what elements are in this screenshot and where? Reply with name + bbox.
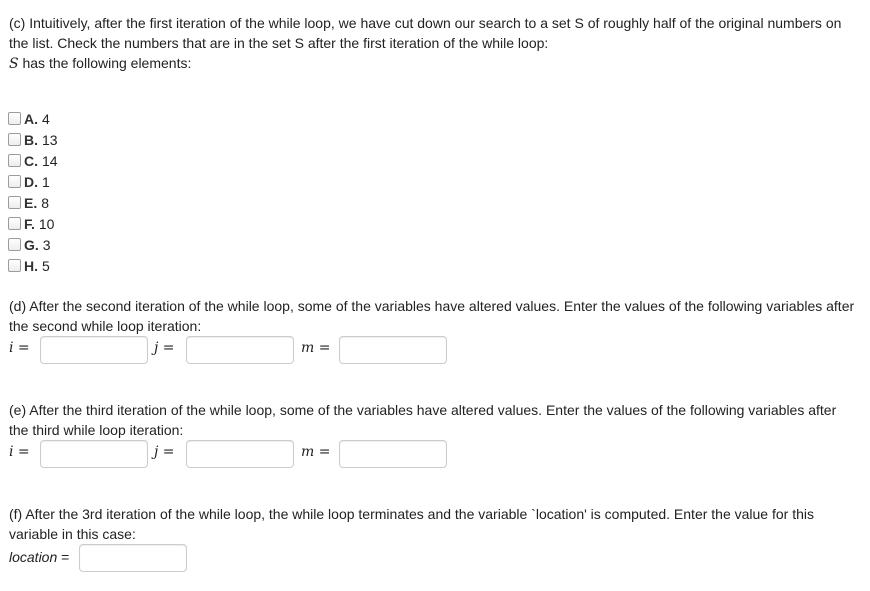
choice-f[interactable] [8,213,58,234]
set-description: has the following elements: [18,55,192,71]
location-symbol: location [9,549,58,565]
m-symbol: m [301,444,315,460]
equals-sign: = [314,444,331,460]
choice-b[interactable] [8,129,58,150]
checkbox-a[interactable] [8,112,21,125]
m-symbol: m [301,340,315,356]
equals-sign: = [13,340,30,356]
part-e-m-input[interactable] [339,440,447,468]
choice-value: 3 [42,236,51,253]
checkbox-g[interactable] [8,238,21,251]
equals-sign: = [314,340,331,356]
equals-sign: = [57,549,70,565]
choice-letter: A. [24,110,38,127]
choice-a[interactable] [8,108,58,129]
part-d-m-input[interactable] [339,336,447,364]
choice-e[interactable] [8,192,58,213]
part-e-line2: the third while loop iteration: [9,422,184,438]
i-label [9,444,30,460]
m-label [301,444,330,460]
part-c-line2: the list. Check the numbers that are in the set S after the first iteration of the while loop: [9,35,549,51]
part-e-j-input[interactable] [186,440,294,468]
checkbox-h[interactable] [8,259,21,272]
j-label [154,340,175,356]
equals-sign: = [158,444,175,460]
part-e-answer-row [9,440,449,470]
choice-value: 5 [42,257,50,274]
part-f-question [9,504,865,544]
i-label [9,340,30,356]
location-input[interactable] [79,544,187,572]
m-label [301,340,330,356]
choice-letter: E. [24,194,38,211]
checkbox-c[interactable] [8,154,21,167]
checkbox-b[interactable] [8,133,21,146]
part-d-line2: the second while loop iteration: [9,318,202,334]
part-d-i-input[interactable] [40,336,148,364]
choice-letter: G. [24,236,39,253]
part-e-line1: (e) After the third iteration of the while loop, some of the variables have altered values. Enter the values of the following variables after [9,402,837,418]
choice-value: 13 [42,131,58,148]
choice-value: 1 [42,173,50,190]
choice-value: 14 [42,152,58,169]
choice-h[interactable] [8,255,58,276]
choice-value: 4 [42,110,50,127]
i-symbol: i [9,340,14,356]
choice-list [8,108,58,276]
equals-sign: = [158,340,175,356]
choice-letter: F. [24,215,35,232]
checkbox-e[interactable] [8,196,21,209]
part-e-question [9,400,865,440]
equals-sign: = [13,444,30,460]
j-label [154,444,175,460]
choice-d[interactable] [8,171,58,192]
j-symbol: j [154,444,159,460]
part-d-line1: (d) After the second iteration of the while loop, some of the variables have altered values. Enter the values of the following variables after [9,298,855,314]
choice-g[interactable] [8,234,58,255]
choice-letter: B. [24,131,38,148]
part-c-line1: (c) Intuitively, after the first iteration of the while loop, we have cut down our search to a set S of roughly half of the original numbers on [9,15,842,31]
i-symbol: i [9,444,14,460]
part-d-answer-row [9,336,449,366]
checkbox-d[interactable] [8,175,21,188]
part-f-line2: variable in this case: [9,526,136,542]
part-d-j-input[interactable] [186,336,294,364]
choice-letter: D. [24,173,38,190]
choice-letter: C. [24,152,38,169]
part-e-i-input[interactable] [40,440,148,468]
location-label [9,549,69,565]
part-d-question [9,296,865,336]
j-symbol: j [154,340,159,356]
checkbox-f[interactable] [8,217,21,230]
part-c-question [9,13,865,74]
part-f-line1: (f) After the 3rd iteration of the while loop, the while loop terminates and the variable `location' is computed. Enter the value for this [9,506,814,522]
choice-value: 8 [41,194,50,211]
choice-letter: H. [24,257,38,274]
set-symbol: S [9,56,19,72]
choice-value: 10 [38,215,55,232]
choice-c[interactable] [8,150,58,171]
